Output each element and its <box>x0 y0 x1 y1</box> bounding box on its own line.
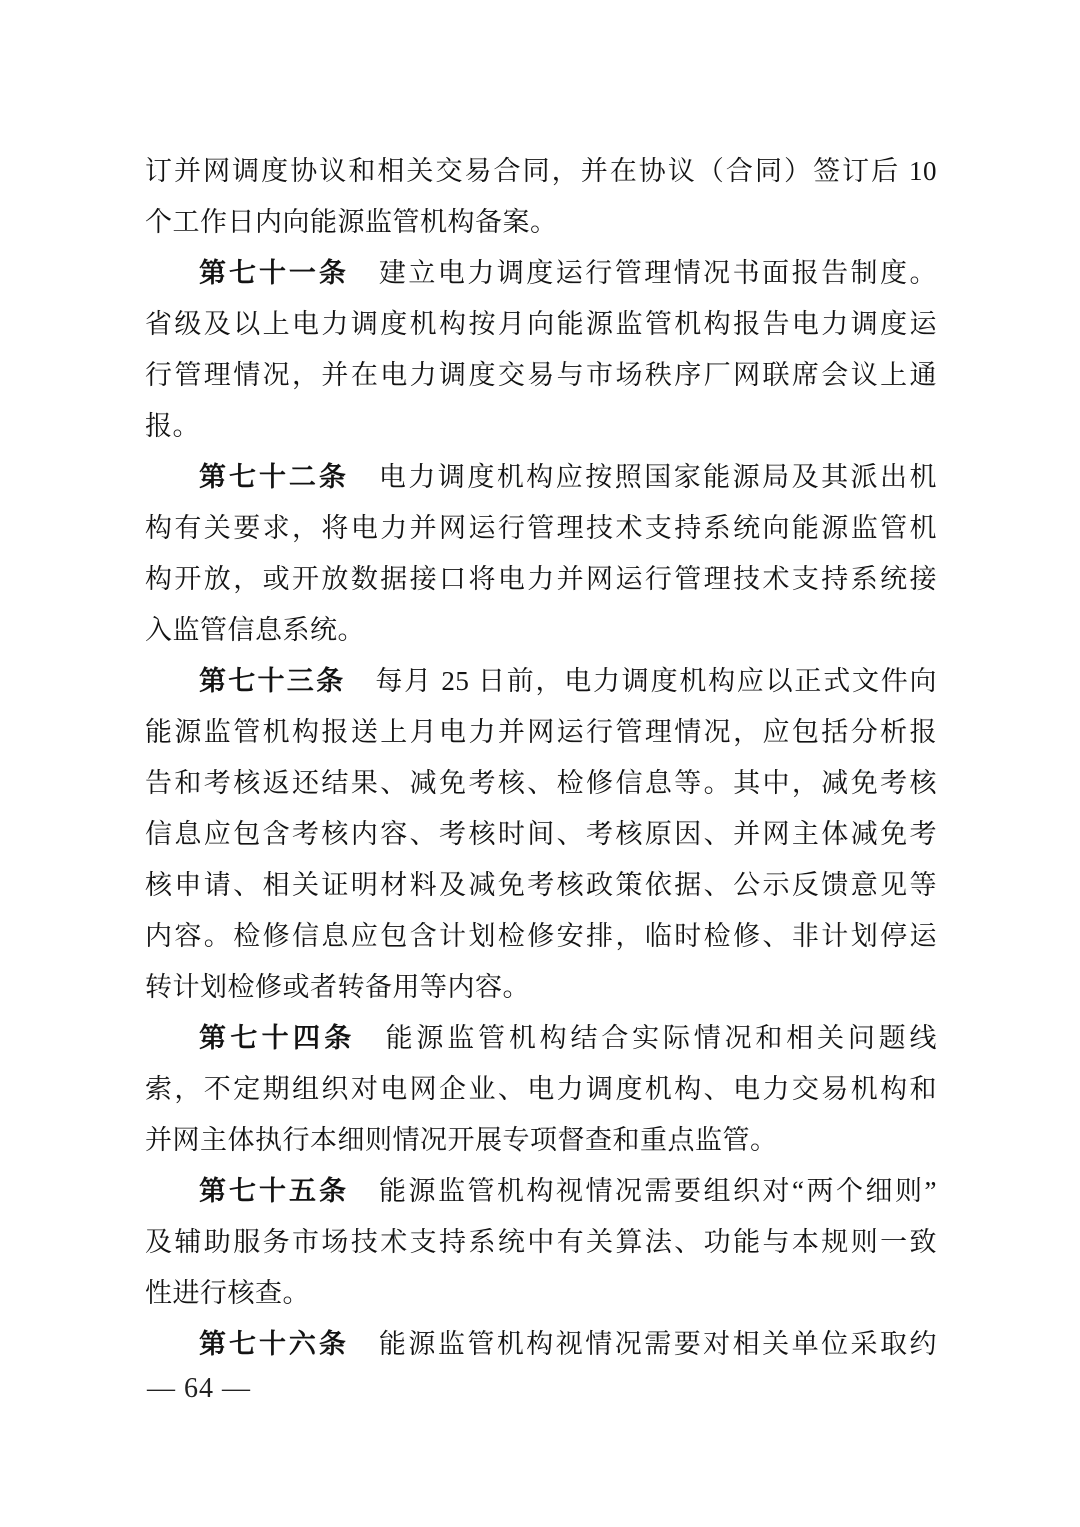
article-text: 每月 25 日前，电力调度机构应以正式文件向 <box>375 666 938 696</box>
article-number: 第七十五条 <box>199 1176 350 1206</box>
text-line: 核申请、相关证明材料及减免考核政策依据、公示反馈意见等 <box>145 870 937 900</box>
article-number: 第七十四条 <box>199 1023 356 1053</box>
text-line: 构有关要求，将电力并网运行管理技术支持系统向能源监管机 <box>145 513 937 543</box>
text-line <box>145 1166 937 1217</box>
text-line: 索，不定期组织对电网企业、电力调度机构、电力交易机构和 <box>145 1074 937 1104</box>
article-number: 第七十一条 <box>199 258 349 288</box>
article-text: 能源监管机构视情况需要组织对“两个细则” <box>379 1176 938 1206</box>
text-line: 内容。检修信息应包含计划检修安排，临时检修、非计划停运 <box>145 921 937 951</box>
paragraph <box>145 146 937 248</box>
text-line: 能源监管机构报送上月电力并网运行管理情况，应包括分析报 <box>145 717 937 747</box>
text-line: 转计划检修或者转备用等内容。 <box>145 972 530 1002</box>
text-line <box>145 452 937 503</box>
text-line: 个工作日内向能源监管机构备案。 <box>145 207 558 237</box>
paragraph <box>145 1013 937 1166</box>
article-number: 第七十三条 <box>199 666 346 696</box>
document-body <box>145 146 937 1370</box>
text-line <box>145 656 937 707</box>
paragraph <box>145 656 937 1013</box>
article-text: 能源监管机构视情况需要对相关单位采取约 <box>378 1329 938 1359</box>
article-number: 第七十二条 <box>199 462 349 492</box>
text-line: 及辅助服务市场技术支持系统中有关算法、功能与本规则一致 <box>145 1227 937 1257</box>
article-text: 电力调度机构应按照国家能源局及其派出机 <box>378 462 938 492</box>
text-line: 入监管信息系统。 <box>145 615 365 645</box>
text-line: 报。 <box>145 411 200 441</box>
page-number: — 64 — <box>147 1373 251 1404</box>
text-line <box>145 1013 937 1064</box>
article-number: 第七十六条 <box>199 1329 349 1359</box>
paragraph <box>145 1166 937 1319</box>
text-line: 性进行核查。 <box>145 1278 310 1308</box>
text-line: 省级及以上电力调度机构按月向能源监管机构报告电力调度运 <box>145 309 937 339</box>
paragraph <box>145 1319 937 1370</box>
text-line: 行管理情况，并在电力调度交易与市场秩序厂网联席会议上通 <box>145 360 937 390</box>
text-line: 订并网调度协议和相关交易合同，并在协议（合同）签订后 10 <box>145 156 937 186</box>
paragraph <box>145 452 937 656</box>
text-line <box>145 1319 937 1370</box>
text-line <box>145 248 937 299</box>
text-line: 并网主体执行本细则情况开展专项督查和重点监管。 <box>145 1125 778 1155</box>
text-line: 构开放，或开放数据接口将电力并网运行管理技术支持系统接 <box>145 564 937 594</box>
article-text: 能源监管机构结合实际情况和相关问题线 <box>385 1023 938 1053</box>
article-text: 建立电力调度运行管理情况书面报告制度。 <box>378 258 938 288</box>
paragraph <box>145 248 937 452</box>
text-line: 信息应包含考核内容、考核时间、考核原因、并网主体减免考 <box>145 819 937 849</box>
text-line: 告和考核返还结果、减免考核、检修信息等。其中，减免考核 <box>145 768 937 798</box>
